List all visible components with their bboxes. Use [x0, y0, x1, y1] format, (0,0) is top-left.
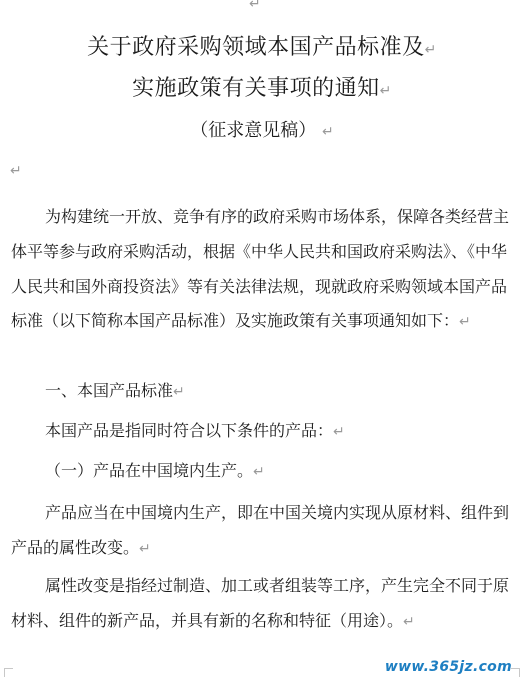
- page-corner-mark-right: [511, 668, 520, 677]
- paragraph-mark: ↵: [173, 384, 185, 400]
- document-title-line-2: [0, 74, 524, 106]
- title-line-1-text: 关于政府采购领域本国产品标准及: [87, 35, 425, 60]
- paragraph-mark: ↵: [139, 540, 151, 557]
- paragraph-mark: ↵: [459, 314, 471, 331]
- paragraph-text: 属性改变是指经过制造、加工或者组装等工序，产生完全不同于原材料、组件的新产品，并具有新的名称和特征（用途）。: [11, 576, 510, 630]
- paragraph-text: 本国产品是指同时符合以下条件的产品：: [45, 421, 334, 440]
- paragraph-mark: ↵: [424, 42, 437, 58]
- subsection-heading-text: （一）产品在中国境内生产。: [45, 461, 254, 480]
- page-corner-mark-left: [4, 668, 13, 677]
- site-watermark: www.365jz.com: [384, 659, 512, 675]
- document-subtitle: [0, 118, 524, 145]
- subsection-heading: [11, 454, 513, 490]
- paragraph-mark: ↵: [253, 464, 265, 480]
- paragraph-mark: ↵: [333, 424, 345, 440]
- document-title-line-1: [0, 33, 524, 65]
- subtitle-text: （征求意见稿）: [190, 120, 317, 141]
- body-paragraph-production: [11, 496, 513, 567]
- paragraph-mark: ↵: [249, 0, 261, 12]
- title-line-2-text: 实施政策有关事项的通知: [132, 76, 380, 101]
- empty-paragraph-mark: ↵: [10, 163, 22, 179]
- paragraph-mark: ↵: [403, 613, 415, 630]
- section-heading: [11, 374, 513, 410]
- body-paragraph-definition: [11, 414, 513, 450]
- paragraph-text: 产品应当在中国境内生产，即在中国关境内实现从原材料、组件到产品的属性改变。: [11, 503, 510, 557]
- paragraph-text: 为构建统一开放、竞争有序的政府采购市场体系，保障各类经营主体平等参与政府采购活动，根据《中华人民共和国政府采购法》、《中华人民共和国外商投资法》等有关法律法规，现就政府采购领域本国产品标准（以下简称本国产品标准）及实施政策有关事项通知如下：: [11, 207, 510, 331]
- section-heading-text: 一、本国产品标准: [45, 381, 174, 400]
- body-paragraph-intro: [11, 200, 513, 340]
- body-paragraph-attribute-change: [11, 569, 513, 640]
- paragraph-mark: ↵: [322, 124, 334, 140]
- paragraph-mark: ↵: [379, 83, 392, 99]
